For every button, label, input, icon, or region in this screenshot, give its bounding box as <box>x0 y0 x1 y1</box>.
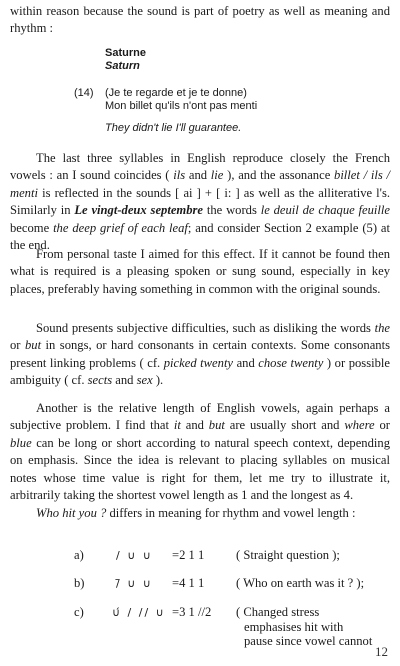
poem-title-french: Saturne <box>105 47 146 59</box>
poem-line-2: Mon billet qu'ils n'ont pas menti <box>105 100 258 112</box>
example-row-a <box>0 548 400 563</box>
poem-translation: They didn't lie I'll guarantee. <box>105 122 242 134</box>
example-label: c) <box>74 605 84 619</box>
example-note: ( Who on earth was it ? ); <box>236 576 365 590</box>
example-row-b <box>0 576 400 591</box>
paragraph-vowels: The last three syllables in English reproduce closely the French vowels : an I sound coincides ( ils and lie ), and the assonance billet / ils / menti is reflected in the sounds [ ai ] + [ i: ] as well as the alliterative l's. Similarly in Le vingt-deux septembre the words le deuil de chaque feuille become the deep grief of each leaf; and consider Section 2 example (5) at the end. <box>10 151 391 253</box>
length-values: =4 1 1 <box>172 576 205 590</box>
paragraph-personal-taste: From personal taste I aimed for this effect. If it cannot be found then what is required is a pleasing spoken or sung sound, especially in key places, preferably having something in common with the original sounds. <box>10 247 390 296</box>
paragraph-sound: Sound presents subjective difficulties, such as disliking the words the or but in songs, or hard consonants in certain contexts. Some consonants present linking problems ( cf. picked twenty and chose twenty ) or possible ambiguity ( cf. sects and sex ). <box>10 321 391 388</box>
example-number: (14) <box>74 87 94 99</box>
example-note: ( Changed stress <box>236 605 320 619</box>
example-note: ( Straight question ); <box>236 548 340 562</box>
scansion-marks: ∪́ / // ∪ <box>112 606 166 619</box>
example-row-c <box>0 605 400 620</box>
paragraph-who-hit-you: Who hit you ? differs in meaning for rhythm and vowel length : <box>36 506 356 520</box>
page-number: 12 <box>375 644 388 659</box>
example-note-continuation: emphasises hit with <box>244 620 344 634</box>
example-label: a) <box>74 548 84 562</box>
scansion-marks: /̄ ∪ ∪ <box>116 577 153 590</box>
poem-line-1: (Je te regarde et je te donne) <box>105 87 247 99</box>
poem-title-english: Saturn <box>105 60 140 72</box>
intro-paragraph: within reason because the sound is part of poetry as well as meaning and rhythm : <box>10 4 390 36</box>
paragraph-vowel-length: Another is the relative length of English vowels, again perhaps a subjective problem. I find that it and but are usually short and where or blue can be long or short according to natural speech context, depending on emphasis. Since the idea is relevant to placing syllables on musical notes whose time value is right for them, let me try to illustrate it, arbitrarily taking the shortest vowel length as 1 and the longest as 4. <box>10 401 390 503</box>
scansion-marks: / ∪ ∪ <box>116 549 153 562</box>
example-label: b) <box>74 576 85 590</box>
example-note-continuation: pause since vowel cannot <box>244 634 373 648</box>
length-values: =2 1 1 <box>172 548 205 562</box>
length-values: =3 1 //2 <box>172 605 212 619</box>
